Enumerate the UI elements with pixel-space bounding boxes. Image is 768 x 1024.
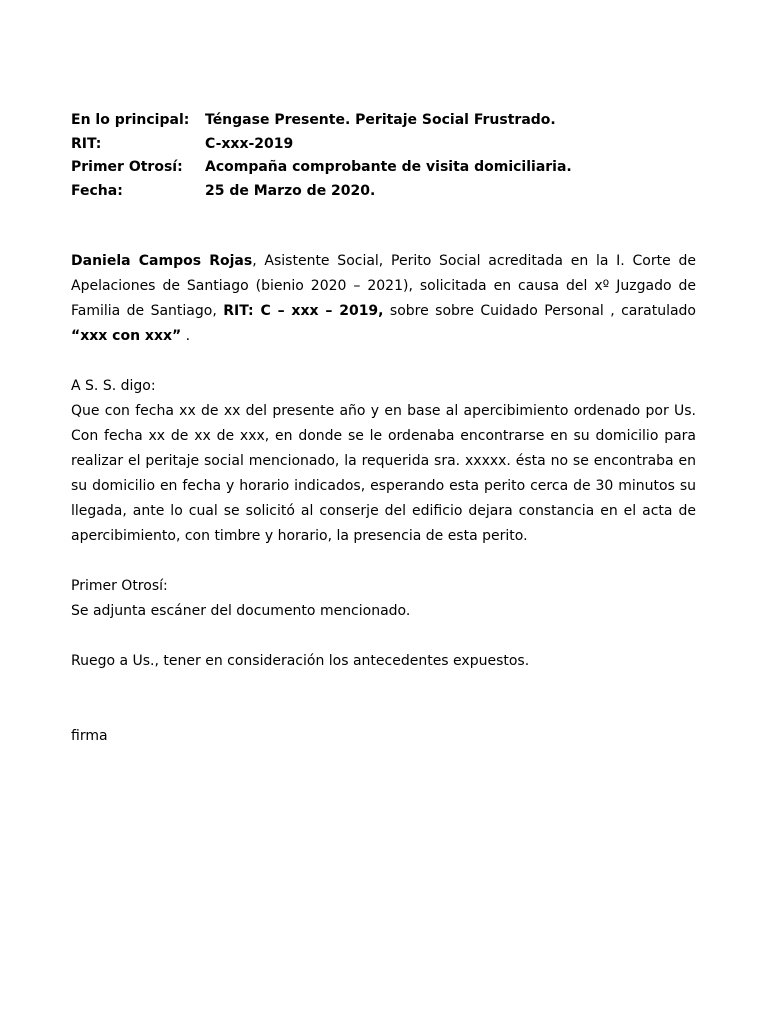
closing-request: Ruego a Us., tener en consideración los antecedentes expuestos. — [71, 653, 530, 669]
header-label-principal: En lo principal: — [71, 112, 190, 128]
intro-text-3: . — [181, 328, 191, 344]
header-value-principal: Téngase Presente. Peritaje Social Frustrado. — [205, 112, 556, 128]
perito-name: Daniela Campos Rojas — [71, 253, 253, 269]
otrosi-label: Primer Otrosí: — [71, 578, 168, 594]
intro-paragraph — [71, 249, 696, 349]
intro-text-2: sobre sobre Cuidado Personal , caratulado — [383, 303, 696, 319]
header-label-fecha: Fecha: — [71, 182, 123, 199]
header-value-fecha: 25 de Marzo de 2020. — [205, 182, 376, 199]
document-content — [71, 109, 696, 749]
header-block — [71, 109, 696, 203]
salutation: A S. S. digo: — [71, 378, 156, 394]
header-value-rit: C-xxx-2019 — [205, 135, 294, 152]
intro-text-1: , Asistente Social, Perito Social acreditada en la I. Corte de Apelaciones de Santiago (bienio 2020 – 2021), solicitada en causa del xº Juzgado de Familia de Santiago, — [71, 253, 696, 319]
body-paragraph: Que con fecha xx de xx del presente año y en base al apercibimiento ordenado por Us. Con fecha xx de xx de xxx, en donde se le ordenaba encontrarse en su domicilio para realizar el peritaje social mencionado, la requerida sra. xxxxx. ésta no se encontraba en su domicilio en fecha y horario indicados, esperando esta perito cerca de 30 minutos su llegada, ante lo cual se solicitó al conserje del edificio dejara constancia en el acta de apercibimiento, con timbre y horario, la presencia de esta perito. — [71, 403, 696, 544]
intro-caratula: “xxx con xxx” — [71, 328, 182, 344]
header-value-otrosi: Acompaña comprobante de visita domiciliaria. — [205, 159, 572, 175]
intro-rit: RIT: C – xxx – 2019, — [223, 303, 384, 319]
otrosi-text: Se adjunta escáner del documento mencionado. — [71, 603, 411, 619]
signature-line: firma — [71, 728, 108, 744]
header-label-rit: RIT: — [71, 135, 102, 152]
header-label-otrosi: Primer Otrosí: — [71, 159, 183, 175]
